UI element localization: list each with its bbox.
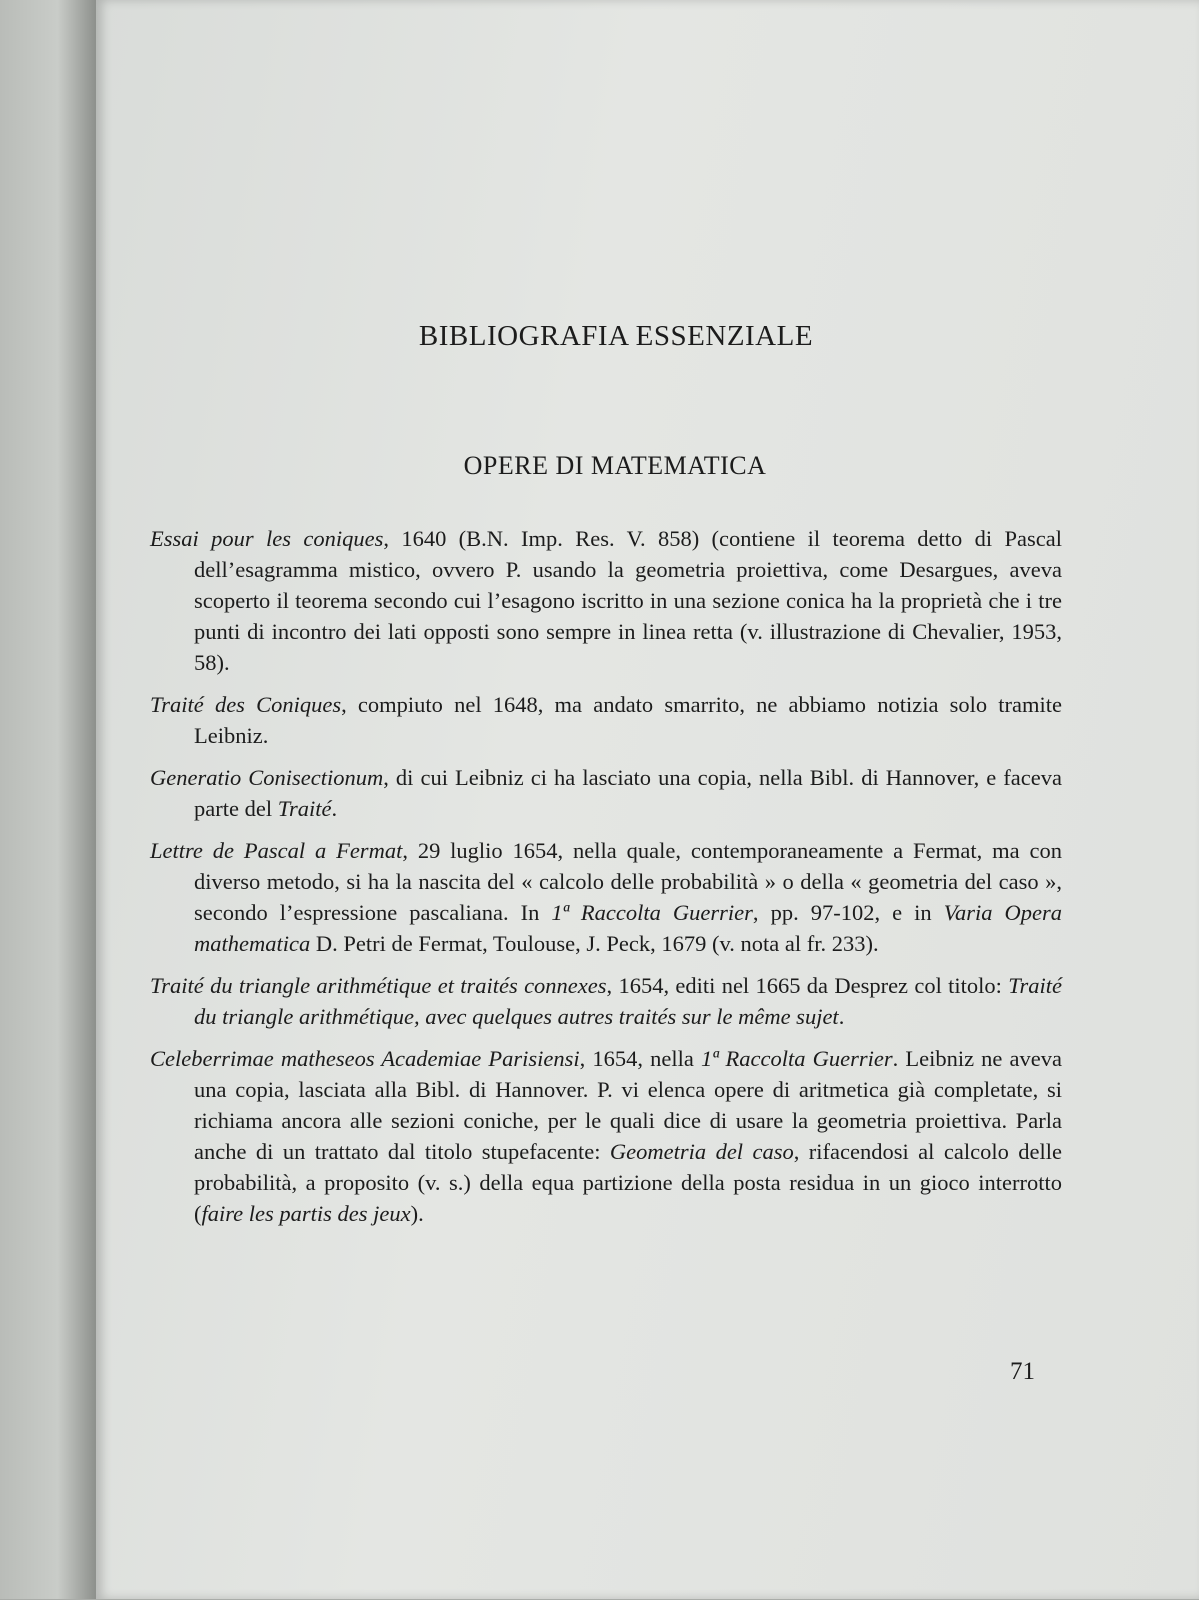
adjacent-page-edge: [0, 0, 96, 1599]
bibliography-entry: [150, 1043, 1062, 1229]
entry-text: ).: [410, 1201, 424, 1226]
bibliography-entry: [150, 970, 1062, 1032]
entry-text: , rifacendosi al calcolo delle probabilità, a proposito (v. s.) della equa partizione della posta residua in un gioco interrotto (: [194, 1139, 1062, 1226]
entry-italic: 1ª Raccolta Guerrier: [700, 1046, 893, 1071]
entry-text: , 1640 (B.N. Imp. Res. V. 858) (contiene il teorema detto di Pascal dell’esagramma mistico, ovvero P. usando la geometria proiettiva, come Desargues, aveva scoperto il teorema secondo cui l’esagono iscritto in una sezione conica ha la proprietà che i tre punti di incontro dei lati opposti sono sempre in linea retta (v. illustrazione di Chevalier, 1953, 58).: [194, 526, 1062, 675]
entry-italic: Geometria del caso: [609, 1139, 794, 1164]
entry-title: Lettre de Pascal a Fermat: [150, 838, 403, 863]
entry-italic: 1ª Raccolta Guerrier: [551, 900, 753, 925]
entry-text: , 29 luglio 1654, nella quale, contemporaneamente a Fermat, ma con diverso metodo, si ha la nascita del « calcolo delle probabilità » o della « geometria del caso », secondo l’espressione pascaliana. In: [194, 838, 1062, 925]
entry-title: Essai pour les coniques: [150, 526, 384, 551]
entry-title: Traité du triangle arithmétique et traités connexes: [150, 973, 607, 998]
entry-italic: faire les partis des jeux: [201, 1201, 411, 1226]
section-title: OPERE DI MATEMATICA: [463, 451, 767, 480]
bibliography-entry: [150, 689, 1062, 751]
bibliography-entry: [150, 762, 1062, 824]
page-content: [150, 320, 1062, 1240]
entry-text: , di cui Leibniz ci ha lasciato una copia, nella Bibl. di Hannover, e faceva parte del: [194, 765, 1062, 821]
page-number: 71: [1010, 1358, 1035, 1385]
entry-title: Traité des Coniques: [150, 692, 342, 717]
entry-italic: Traité: [277, 796, 332, 821]
bibliography-entry: [150, 835, 1062, 959]
page-title: BIBLIOGRAFIA ESSENZIALE: [418, 320, 814, 352]
entry-title: Celeberrimae matheseos Academiae Parisiensi: [150, 1046, 580, 1071]
bibliography-entry: [150, 523, 1062, 678]
entry-text: D. Petri de Fermat, Toulouse, J. Peck, 1679 (v. nota al fr. 233).: [310, 931, 879, 956]
entry-text: .: [838, 1004, 845, 1029]
entry-text: .: [331, 796, 338, 821]
entry-text: , 1654, nella: [579, 1046, 701, 1071]
entry-italic: Varia Opera mathematica: [194, 900, 1062, 956]
entry-text: . Leibniz ne aveva una copia, lasciata alla Bibl. di Hannover. P. vi elenca opere di aritmetica già completate, si richiama ancora alle sezioni coniche, per le quali dice di usare la geometria proiettiva. Parla anche di un trattato dal titolo stupefacente:: [194, 1046, 1062, 1164]
entry-italic: Traité du triangle arithmétique, avec quelques autres traités sur le même sujet: [194, 973, 1062, 1029]
entry-text: , compiuto nel 1648, ma andato smarrito, ne abbiamo notizia solo tramite Leibniz.: [194, 692, 1063, 748]
entry-title: Generatio Conisectionum: [150, 765, 384, 790]
entry-text: , pp. 97-102, e in: [752, 900, 944, 925]
entry-text: , 1654, editi nel 1665 da Desprez col titolo:: [606, 973, 1009, 998]
